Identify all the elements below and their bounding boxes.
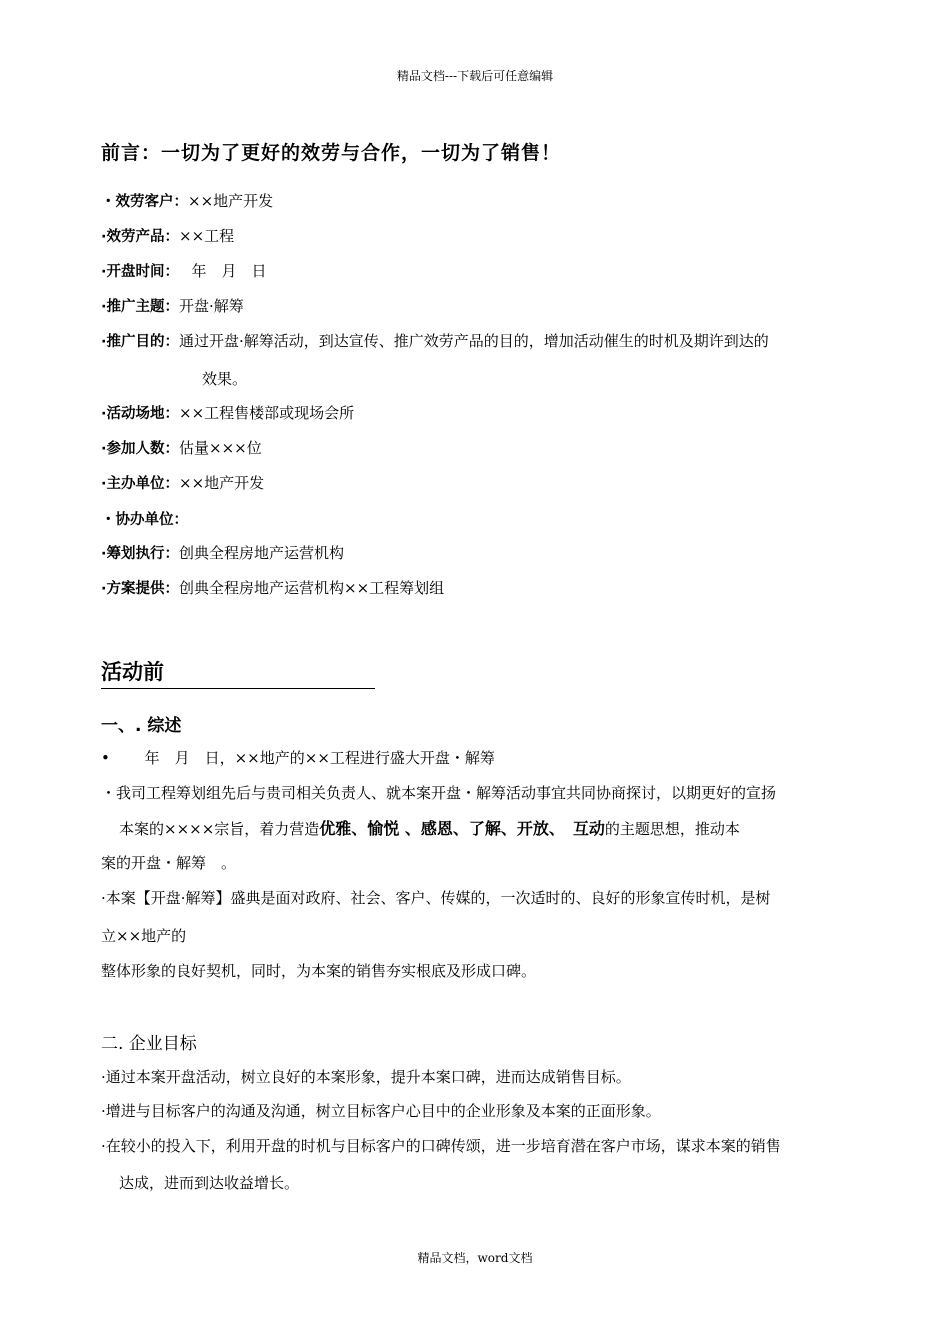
- overview-paragraph-2-line-2: [119, 816, 740, 839]
- info-row-venue: [101, 402, 354, 423]
- overview-paragraph-1: • 年 月 日，××地产的××工程进行盛大开盘・解筹: [101, 749, 495, 767]
- goal-item-3-line-1: ·在较小的投入下，利用开盘的时机与目标客户的口碑传颂，进一步培育潜在客户市场，谋求本案的销售: [101, 1137, 781, 1155]
- text-segment: 本案的××××宗旨，着力营造: [119, 820, 320, 838]
- info-purpose-continuation: 效果。: [202, 370, 248, 388]
- info-row-executor: [101, 542, 344, 563]
- overview-paragraph-3-line-1: ·本案【开盘·解筹】盛典是面对政府、社会、客户、传媒的，一次适时的、良好的形象宣传时机，是树: [101, 889, 771, 907]
- info-value: 开盘·解筹: [179, 297, 244, 315]
- overview-paragraph-2-line-1: ・我司工程筹划组先后与贵司相关负责人、就本案开盘・解筹活动事宜共同协商探讨，以期更好的宣扬: [101, 784, 777, 802]
- info-row-opening-time: [101, 260, 267, 281]
- info-label: ·推广目的：: [101, 334, 180, 350]
- info-value: ××地产开发: [188, 192, 274, 210]
- info-value: 年 月 日: [171, 262, 267, 280]
- heading-goals: 二. 企业目标: [101, 1034, 197, 1054]
- overview-paragraph-2-line-3: 案的开盘・解筹 。: [101, 854, 237, 872]
- overview-paragraph-3-line-2: 立××地产的: [101, 927, 187, 945]
- info-row-provider: [101, 577, 444, 598]
- info-row-theme: [101, 295, 244, 316]
- info-label: ·主办单位：: [101, 476, 180, 492]
- info-value: 创典全程房地产运营机构: [179, 544, 345, 562]
- info-value: 创典全程房地产运营机构××工程筹划组: [179, 579, 445, 597]
- goal-item-2: ·增进与目标客户的沟通及沟通，树立目标客户心目中的企业形象及本案的正面形象。: [101, 1102, 661, 1120]
- info-row-organizer: [101, 472, 264, 493]
- info-value: ××地产开发: [179, 474, 265, 492]
- goal-item-3-line-2: 达成，进而到达收益增长。: [119, 1174, 300, 1192]
- info-value: 估量×××位: [179, 439, 262, 457]
- intro-title: 前言：一切为了更好的效劳与合作，一切为了销售！: [101, 142, 562, 164]
- info-label: ·参加人数：: [101, 441, 180, 457]
- info-label: ・协办单位：: [101, 512, 188, 528]
- info-label: ·活动场地：: [101, 406, 180, 422]
- overview-paragraph-3-line-3: 整体形象的良好契机，同时，为本案的销售夯实根底及形成口碑。: [101, 962, 537, 980]
- info-label: ·方案提供：: [101, 581, 180, 597]
- info-row-attendees: [101, 437, 262, 458]
- info-label: ·效劳产品：: [101, 229, 180, 245]
- info-row-client: [101, 190, 273, 211]
- info-label: ·开盘时间：: [101, 264, 172, 280]
- info-row-product: [101, 225, 234, 246]
- info-row-co-organizer: [101, 508, 188, 529]
- emphasized-themes: 优雅、愉悦 、感恩、了解、开放、 互动: [319, 819, 605, 838]
- section-title: 活动前: [101, 656, 375, 689]
- info-value: ××工程: [179, 227, 235, 245]
- info-label: ·推广主题：: [101, 299, 180, 315]
- heading-overview: 一、. 综述: [101, 716, 182, 736]
- goal-item-1: ·通过本案开盘活动，树立良好的本案形象，提升本案口碑，进而达成销售目标。: [101, 1068, 631, 1086]
- info-value: 通过开盘·解筹活动，到达宣传、推广效劳产品的目的，增加活动催生的时机及期许到达的: [179, 332, 769, 350]
- info-row-purpose: [101, 330, 769, 351]
- page-header: 精品文档---下载后可任意编辑: [396, 69, 554, 83]
- page-footer: 精品文档，word文档: [417, 1251, 533, 1265]
- text-segment: 的主题思想，推动本: [604, 820, 740, 838]
- info-label: ・效劳客户：: [101, 194, 188, 210]
- info-value: ××工程售楼部或现场会所: [179, 404, 355, 422]
- info-label: ·筹划执行：: [101, 546, 180, 562]
